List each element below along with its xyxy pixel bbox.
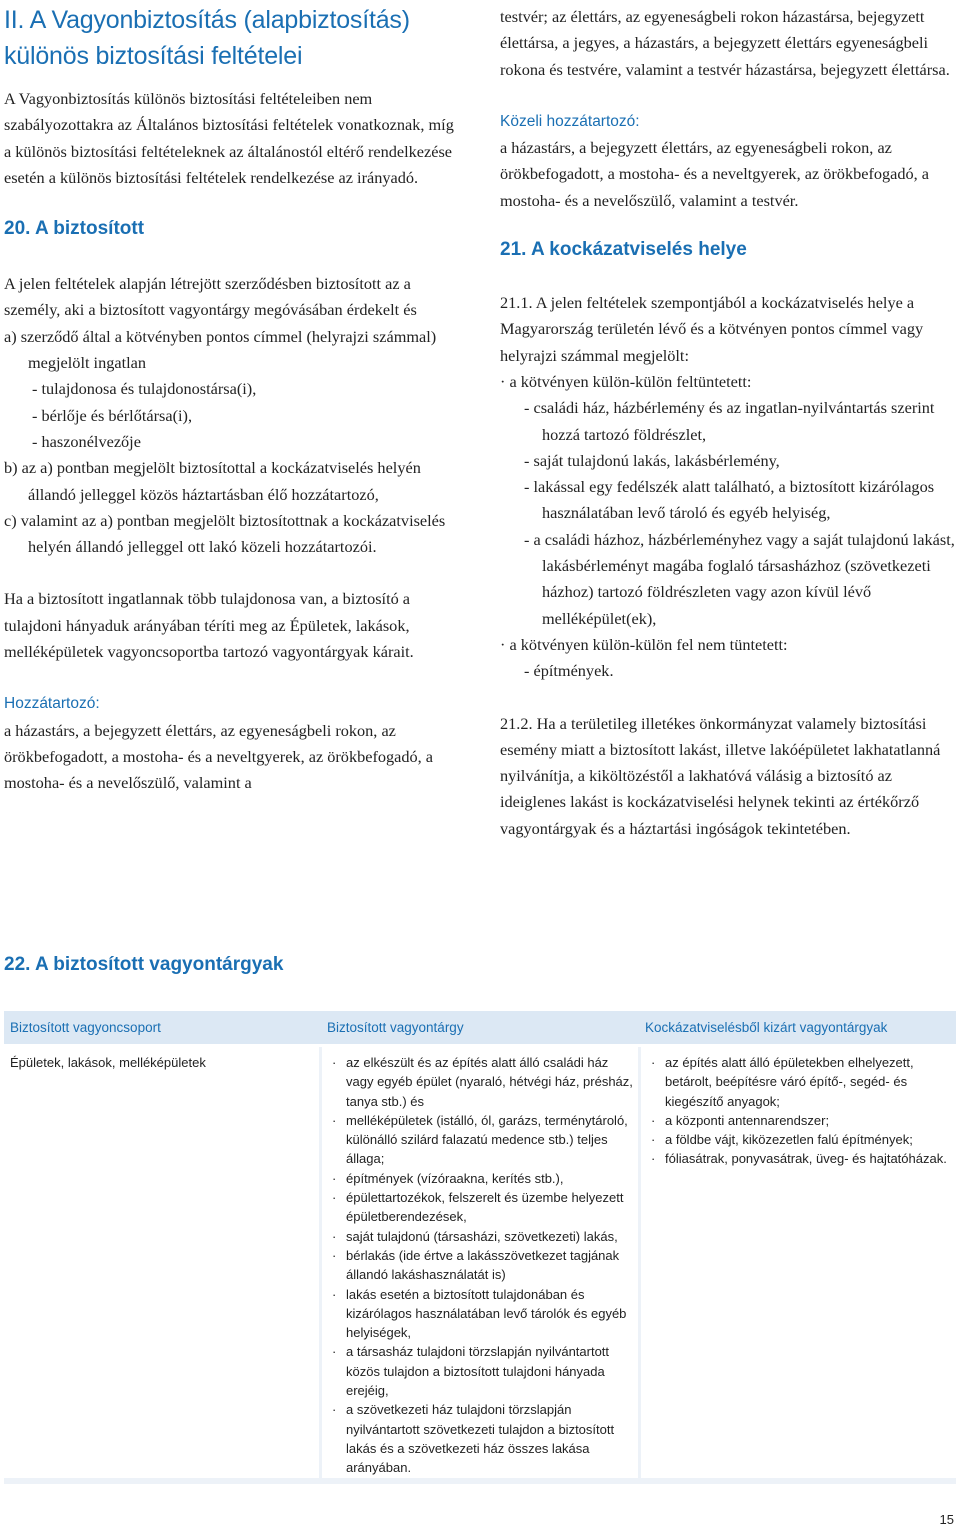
section-21-heading: 21. A kockázatviselés helye: [500, 239, 747, 261]
page-title: II. A Vagyonbiztosítás (alapbiztosítás) különös biztosítási feltételei: [4, 6, 410, 70]
section-20-heading: 20. A biztosított: [4, 218, 145, 240]
insured-item: · saját tulajdonú (társasházi, szövetkezeti) lakás,: [328, 1227, 638, 1246]
table-header-insured: Biztosított vagyontárgy: [327, 1020, 464, 1035]
insured-item: · a szövetkezeti ház tulajdoni törzslapján nyilvántartott szövetkezeti tulajdon a biztosított lakás és a szövetkezeti ház összes lakása arányában.: [328, 1400, 638, 1477]
table-header-row: [4, 1011, 956, 1044]
insured-items-table: [4, 1011, 956, 1481]
section-20-item-c: c) valamint az a) pontban megjelölt biztosítottnak a kockázatviselés helyén állandó jelleggel ott lakó közeli hozzátartozói.: [4, 510, 446, 557]
table-cell-group: Épületek, lakások, melléképületek: [4, 1047, 319, 1478]
insured-item: · az elkészült és az építés alatt álló családi ház vagy egyéb épület (nyaraló, hétvégi ház, présház, tanya stb.) és: [328, 1053, 638, 1111]
hozzatartozo-label: Hozzátartozó:: [4, 695, 100, 713]
table-header-excluded: Kockázatviselésből kizárt vagyontárgyak: [645, 1020, 888, 1035]
excluded-item: · az építés alatt álló épületekben elhelyezett, betárolt, beépítésre váró építő-, segéd- és kiegészítő anyagok;: [647, 1053, 956, 1111]
section-21-b2-sub-1: - építmények.: [524, 661, 614, 681]
insured-item: · melléképületek (istálló, ól, garázs, terménytároló, különálló szilárd falazatú medence stb.) teljes állaga;: [328, 1111, 638, 1169]
kozeli-hozzatartozo-label: Közeli hozzátartozó:: [500, 112, 640, 130]
right-column: [500, 4, 960, 842]
section-21-1-paragraph: 21.1. A jelen feltételek szempontjából a kockázatviselés helye a Magyarország területén lévő és a kötvényen pontos címmel vagy helyrajzi számmal megjelölt:: [500, 293, 924, 365]
insured-item: · a társasház tulajdoni törzslapján nyilvántartott közös tulajdon a biztosított tulajdoni hányada erejéig,: [328, 1342, 638, 1400]
insured-item: · építmények (vízóraakna, kerítés stb.),: [328, 1169, 638, 1188]
section-21-b1-sub-3: - lakással egy fedélszék alatt található, a biztosított kizárólagos használatában levő tároló és egyéb helyiség,: [524, 477, 935, 523]
section-20-a-sub-3: - haszonélvezője: [32, 431, 141, 451]
section-20-a-sub-2: - bérlője és bérlőtársa(i),: [32, 405, 193, 425]
page-number: 15: [939, 1512, 954, 1527]
insured-item: · bérlakás (ide értve a lakásszövetkezet tagjának állandó lakáshasználatát is): [328, 1246, 638, 1285]
excluded-item: · a központi antennarendszer;: [647, 1111, 956, 1130]
section-20-item-b: b) az a) pontban megjelölt biztosítottal a kockázatviselés helyén állandó jelleggel közös háztartásban élő hozzátartozó,: [4, 458, 421, 504]
section-21-b1-sub-2: - saját tulajdonú lakás, lakásbérlemény,: [524, 450, 780, 470]
section-20-paragraph: A jelen feltételek alapján létrejött szerződésben biztosított az a személy, aki a biztosított vagyontárgy megóvásában érdekelt és: [4, 274, 417, 320]
insured-item: · épülettartozékok, felszerelt és üzembe helyezett épületberendezések,: [328, 1188, 638, 1227]
section-20-a-sub-1: - tulajdonosa és tulajdonostársa(i),: [32, 379, 257, 399]
excluded-item: · fóliasátrak, ponyvasátrak, üveg- és hajtatóházak.: [647, 1149, 956, 1168]
section-21-2-paragraph: 21.2. Ha a területileg illetékes önkormányzat valamely biztosítási esemény miatt a biztosított lakást, illetve lakóépületet lakhatatlanná nyilvánítja, a kiköltözéstől a lakhatóvá válásig a biztosító az ideiglenes lakást is kockázatviselési helynek tekinti az értékőrző vagyontárgyak és a háztartási ingóságok tekintetében.: [500, 713, 941, 838]
section-21-bullet-2: · a kötvényen külön-külön fel nem tüntetett:: [500, 634, 788, 654]
excluded-item: · a földbe vájt, kiközezetlen falú építmények;: [647, 1130, 956, 1149]
section-22-heading: 22. A biztosított vagyontárgyak: [4, 954, 284, 975]
table-row: [4, 1047, 956, 1484]
intro-paragraph: A Vagyonbiztosítás különös biztosítási feltételeiben nem szabályozottakra az Általános biztosítási feltételek vonatkoznak, míg a különös biztosítási feltételeknek az általánostól eltérő rendelkezése esetén a különös biztosítási feltételek rendelkezése az irányadó.: [4, 89, 454, 187]
continuation-paragraph: testvér; az élettárs, az egyeneságbeli rokon házastársa, bejegyzett élettársa, a jegyes, a házastárs, a bejegyzett élettárs egyeneságbeli rokona és testvére, valamint a testvér házastársa, bejegyzett élettársa.: [500, 7, 950, 79]
section-21-bullet-1: · a kötvényen külön-külön feltüntetett:: [500, 371, 752, 391]
table-cell-insured: [322, 1047, 638, 1478]
section-20-paragraph-2: Ha a biztosított ingatlannak több tulajdonosa van, a biztosító a tulajdoni hányaduk arányában téríti meg az Épületek, lakások, melléképületek vagyoncsoportba tartozó vagyontárgyak kárait.: [4, 589, 414, 662]
table-header-group: Biztosított vagyoncsoport: [10, 1020, 161, 1035]
insured-item: · lakás esetén a biztosított tulajdonában és kizárólagos használatában levő tárolók és egyéb helyiségek,: [328, 1285, 638, 1343]
table-cell-excluded: [641, 1047, 956, 1478]
kozeli-hozzatartozo-text: a házastárs, a bejegyzett élettárs, az egyeneságbeli rokon, az örökbefogadott, a mostoha- és a neveltgyerek, az örökbefogadó, a mostoha- és a nevelőszülő, valamint a testvér.: [500, 138, 930, 210]
hozzatartozo-text: a házastárs, a bejegyzett élettárs, az egyeneságbeli rokon, az örökbefogadott, a mostoha- és a neveltgyerek, az örökbefogadó, a mostoha- és a nevelőszülő, valamint a: [4, 720, 434, 793]
section-20-item-a: a) szerződő által a kötvényben pontos címmel (helyrajzi számmal) megjelölt ingatlan: [4, 326, 437, 373]
left-column: [4, 86, 464, 797]
section-21-b1-sub-4: - a családi házhoz, házbérleményhez vagy a saját tulajdonú lakást, lakásbérleményt magába foglaló társasházhoz (szövetkezeti házhoz) tartozó földrészleten vagy azon kívül lévő melléképület(ek),: [524, 529, 955, 628]
section-21-b1-sub-1: - családi ház, házbérlemény és az ingatlan-nyilvántartás szerint hozzá tartozó földrészlet,: [524, 398, 935, 444]
